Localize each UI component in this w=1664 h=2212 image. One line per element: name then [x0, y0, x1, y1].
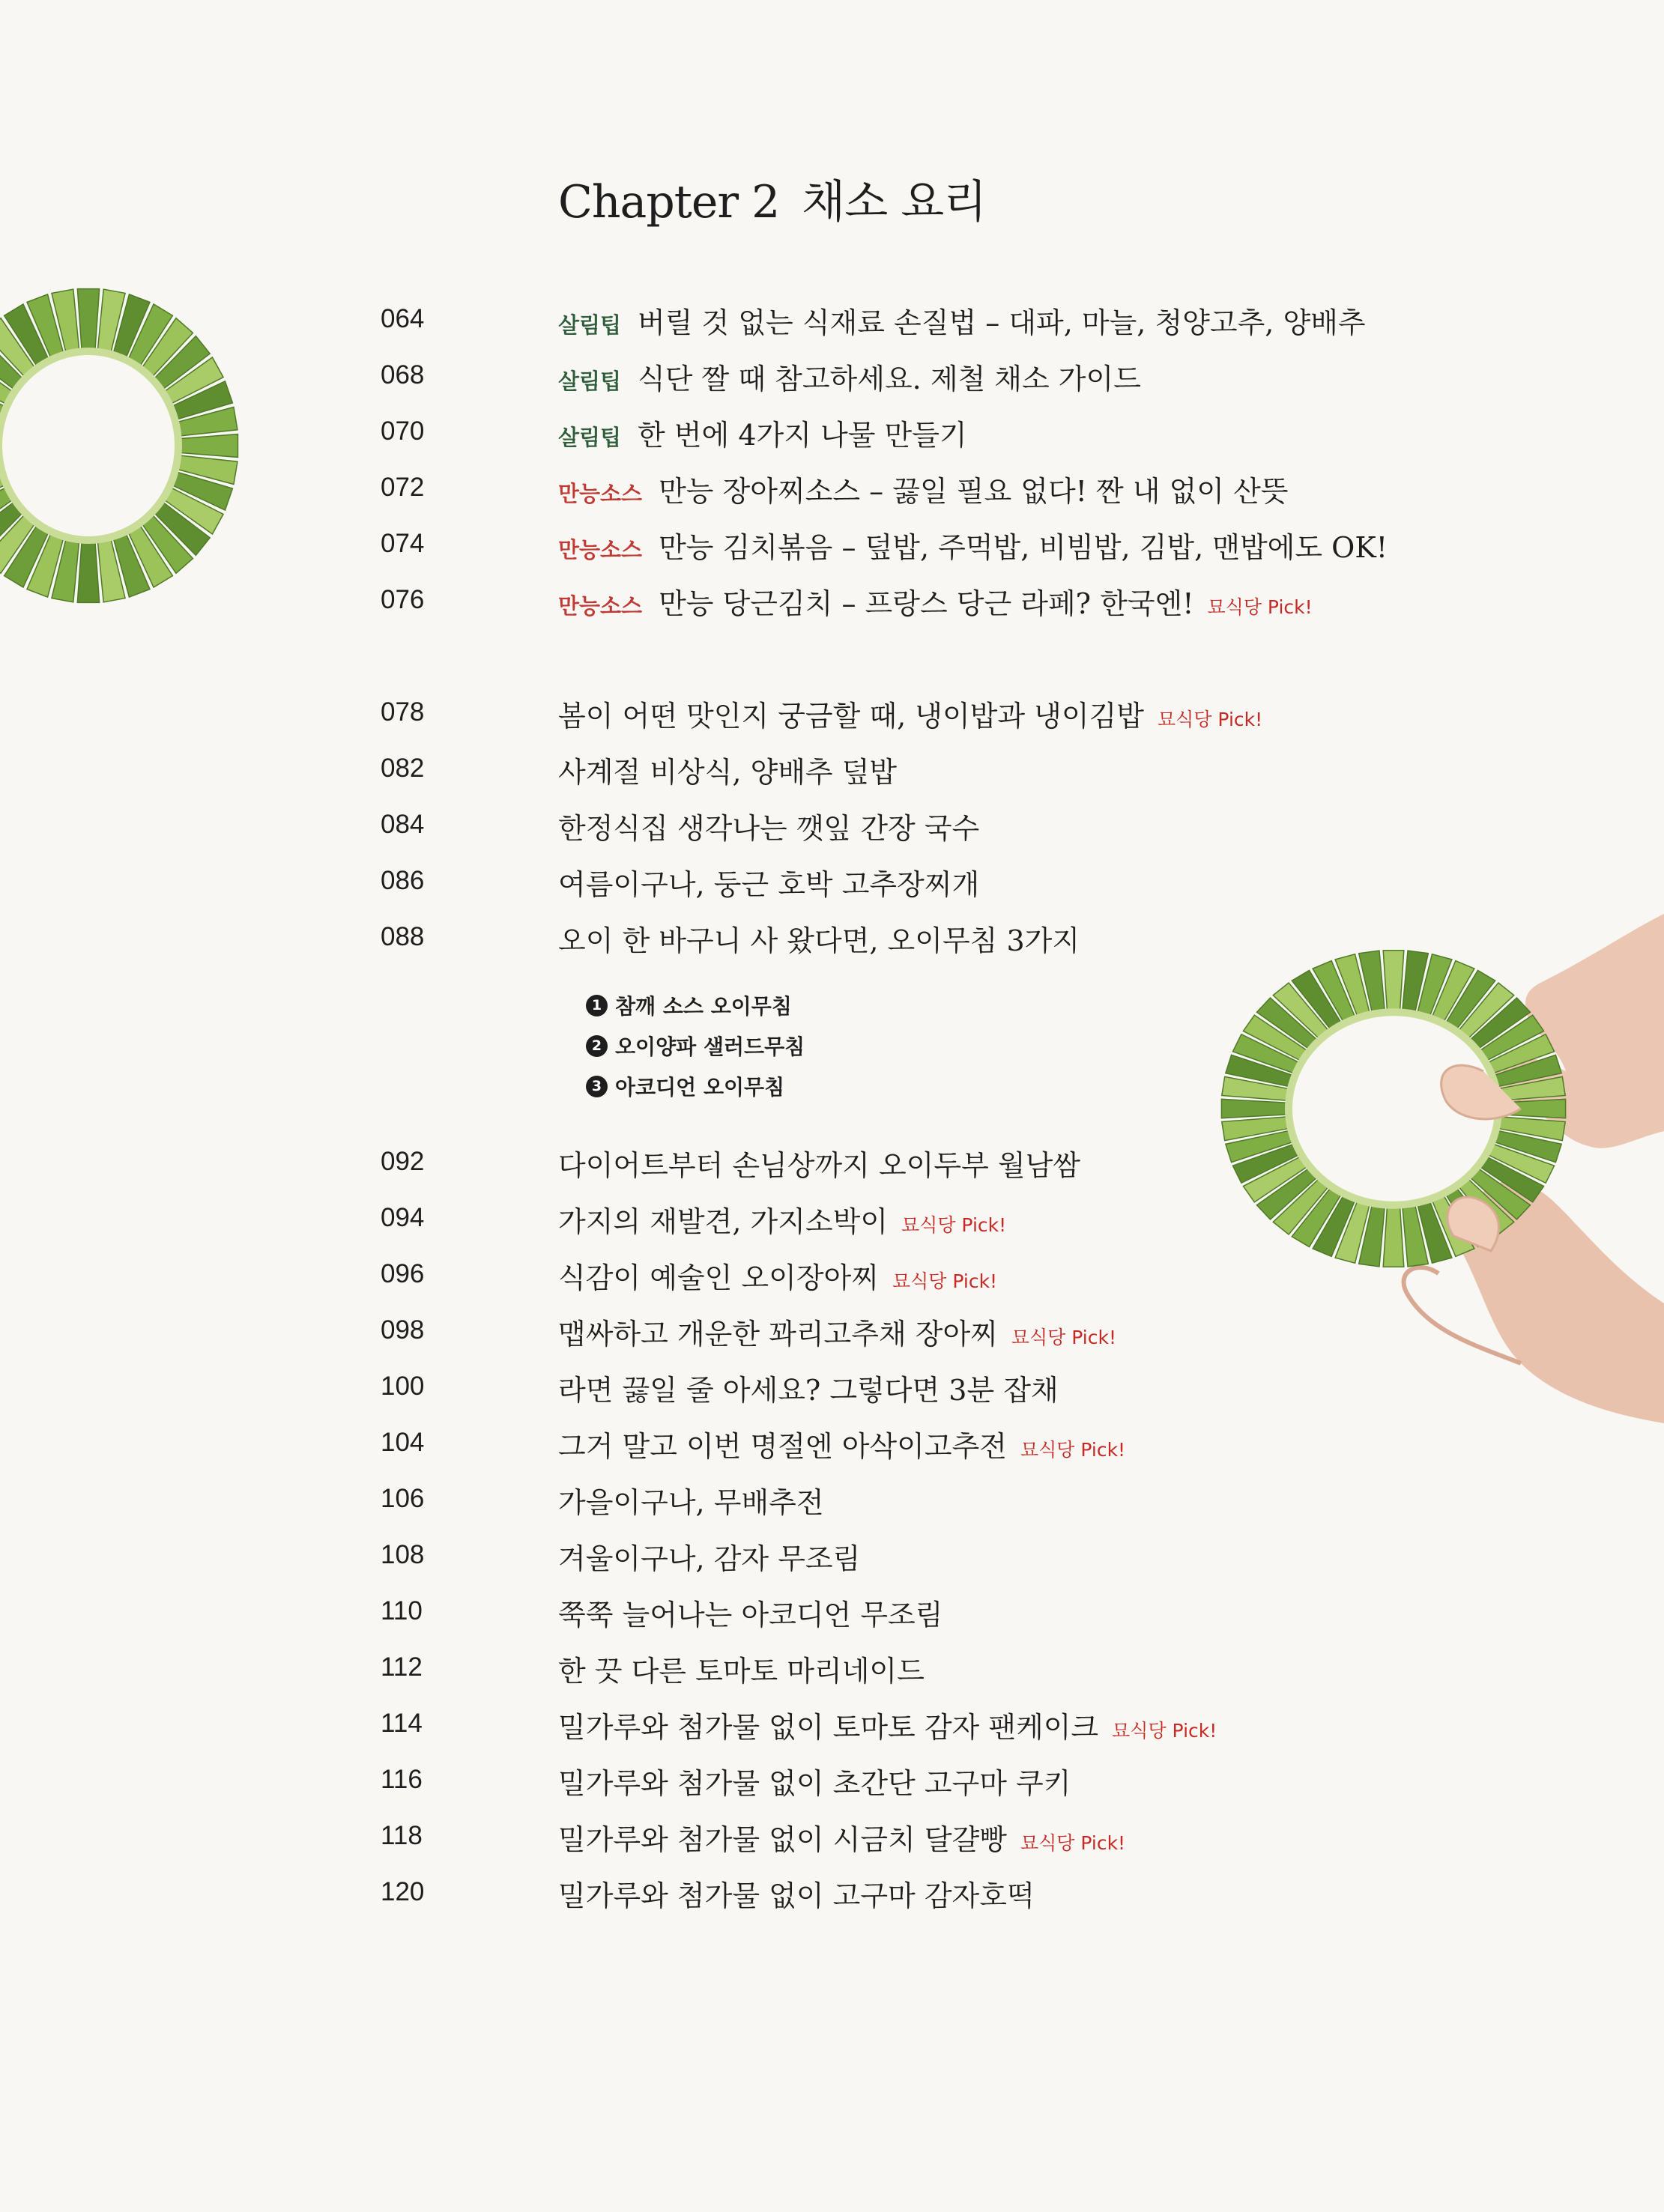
pick-badge: 묘식당 Pick!	[892, 1270, 998, 1292]
page-number: 088	[381, 922, 425, 951]
category-tag: 살림팁	[558, 312, 622, 338]
entry-title: 한 번에 4가지 나물 만들기	[638, 419, 967, 452]
number-circle-icon: 3	[586, 1076, 608, 1097]
entry-title: 그거 말고 이번 명절엔 아삭이고추전	[558, 1430, 1007, 1463]
toc-entry[interactable]	[0, 1194, 1664, 1251]
pick-badge: 묘식당 Pick!	[1158, 709, 1263, 730]
page-number: 074	[381, 529, 425, 558]
pick-badge: 묘식당 Pick!	[1207, 596, 1313, 618]
entry-title: 다이어트부터 손님상까지 오이두부 월남쌈	[558, 1149, 1080, 1182]
page-number: 068	[381, 360, 425, 390]
number-circle-icon: 1	[586, 995, 608, 1016]
toc-entry[interactable]	[0, 576, 1664, 633]
entry-title: 밀가루와 첨가물 없이 초간단 고구마 쿠키	[558, 1767, 1071, 1800]
pick-badge: 묘식당 Pick!	[1112, 1720, 1217, 1742]
entry-title: 만능 장아찌소스 – 끓일 필요 없다! 짠 내 없이 산뜻	[659, 475, 1289, 508]
entry-title: 버릴 것 없는 식재료 손질법 – 대파, 마늘, 청양고추, 양배추	[638, 306, 1366, 339]
page-number: 094	[381, 1203, 425, 1232]
page-number: 118	[381, 1821, 423, 1850]
page-number: 110	[381, 1596, 423, 1625]
toc-entry[interactable]	[0, 1306, 1664, 1363]
pick-badge: 묘식당 Pick!	[1011, 1327, 1116, 1348]
category-tag: 살림팁	[558, 369, 622, 394]
page-number: 106	[381, 1484, 425, 1513]
toc-entry[interactable]	[0, 1756, 1664, 1813]
entry-title: 한정식집 생각나는 깻잎 간장 국수	[558, 812, 980, 845]
category-tag: 살림팁	[558, 425, 622, 450]
entry-title: 가을이구나, 무배추전	[558, 1486, 824, 1519]
pick-badge: 묘식당 Pick!	[901, 1214, 1007, 1236]
entry-title: 만능 김치볶음 – 덮밥, 주먹밥, 비빔밥, 김밥, 맨밥에도 OK!	[659, 531, 1388, 564]
entry-title: 식감이 예술인 오이장아찌	[558, 1261, 879, 1294]
toc-entry[interactable]	[0, 295, 1664, 352]
category-tag: 만능소스	[558, 481, 643, 506]
toc-entry[interactable]	[0, 520, 1664, 577]
toc-entry[interactable]	[0, 1475, 1664, 1532]
entry-title: 겨울이구나, 감자 무조림	[558, 1542, 861, 1575]
page-number: 120	[381, 1877, 425, 1906]
page-number: 084	[381, 810, 425, 839]
page-number: 098	[381, 1315, 425, 1345]
entry-title: 식단 짤 때 참고하세요. 제철 채소 가이드	[638, 363, 1141, 396]
page-number: 076	[381, 585, 425, 614]
entry-title: 쭉쭉 늘어나는 아코디언 무조림	[558, 1599, 943, 1631]
sub-item-label: 오이양파 샐러드무침	[615, 1034, 805, 1059]
entry-title: 여름이구나, 둥근 호박 고추장찌개	[558, 868, 980, 901]
page-number: 092	[381, 1147, 425, 1176]
toc-entry[interactable]	[0, 407, 1664, 464]
page-number: 072	[381, 473, 425, 502]
number-circle-icon: 2	[586, 1035, 608, 1057]
toc-entry[interactable]	[0, 351, 1664, 408]
toc-entry[interactable]	[0, 1138, 1664, 1195]
toc-entry[interactable]	[0, 1531, 1664, 1588]
entry-title: 가지의 재발견, 가지소박이	[558, 1205, 889, 1238]
entry-title: 오이 한 바구니 사 왔다면, 오이무침 3가지	[558, 924, 1080, 957]
toc-entry[interactable]	[0, 1419, 1664, 1476]
entry-title: 봄이 어떤 맛인지 궁금할 때, 냉이밥과 냉이김밥	[558, 700, 1145, 733]
sub-item-label: 참깨 소스 오이무침	[615, 994, 792, 1019]
entry-title: 한 끗 다른 토마토 마리네이드	[558, 1655, 925, 1688]
page-number: 078	[381, 697, 425, 727]
page-number: 086	[381, 866, 425, 895]
entry-title: 밀가루와 첨가물 없이 시금치 달걀빵	[558, 1823, 1007, 1856]
chapter-heading	[558, 166, 986, 231]
sub-item-label: 아코디언 오이무침	[615, 1075, 785, 1100]
chapter-title: Chapter 2	[558, 176, 780, 228]
entry-title: 밀가루와 첨가물 없이 토마토 감자 팬케이크	[558, 1711, 1099, 1744]
toc-entry[interactable]	[0, 1643, 1664, 1700]
toc-entry[interactable]	[0, 1250, 1664, 1307]
chapter-subtitle: 채소 요리	[802, 176, 987, 228]
page-number: 104	[381, 1428, 425, 1457]
entry-title: 라면 끓일 줄 아세요? 그렇다면 3분 잡채	[558, 1374, 1059, 1407]
cucumber-slice	[1221, 1099, 1289, 1118]
page-number: 114	[381, 1709, 423, 1738]
entry-title: 사계절 비상식, 양배추 덮밥	[558, 756, 898, 789]
page-number: 112	[381, 1652, 423, 1682]
sub-item[interactable]	[586, 990, 792, 1020]
category-tag: 만능소스	[558, 593, 643, 619]
page-number: 100	[381, 1372, 425, 1401]
sub-item[interactable]	[586, 1071, 784, 1101]
toc-entry[interactable]	[0, 1700, 1664, 1757]
toc-entry[interactable]	[0, 688, 1664, 745]
toc-entry[interactable]	[0, 1868, 1664, 1925]
toc-entry[interactable]	[0, 745, 1664, 802]
toc-entry[interactable]	[0, 1363, 1664, 1419]
page-number: 096	[381, 1259, 425, 1288]
entry-title: 맵싸하고 개운한 꽈리고추채 장아찌	[558, 1318, 998, 1351]
pick-badge: 묘식당 Pick!	[1020, 1439, 1126, 1461]
toc-entry[interactable]	[0, 1587, 1664, 1644]
toc-entry[interactable]	[0, 913, 1664, 970]
page-number: 116	[381, 1765, 423, 1794]
page-number: 082	[381, 754, 425, 783]
category-tag: 만능소스	[558, 537, 643, 563]
toc-entry[interactable]	[0, 1812, 1664, 1869]
entry-title: 밀가루와 첨가물 없이 고구마 감자호떡	[558, 1879, 1035, 1912]
toc-entry[interactable]	[0, 464, 1664, 521]
pick-badge: 묘식당 Pick!	[1020, 1832, 1126, 1854]
entry-title: 만능 당근김치 – 프랑스 당근 라페? 한국엔!	[659, 587, 1194, 620]
sub-item[interactable]	[586, 1031, 805, 1061]
toc-entry[interactable]	[0, 857, 1664, 914]
page-number: 064	[381, 304, 425, 333]
page-number: 108	[381, 1540, 425, 1569]
page-number: 070	[381, 416, 425, 446]
toc-entry[interactable]	[0, 801, 1664, 858]
